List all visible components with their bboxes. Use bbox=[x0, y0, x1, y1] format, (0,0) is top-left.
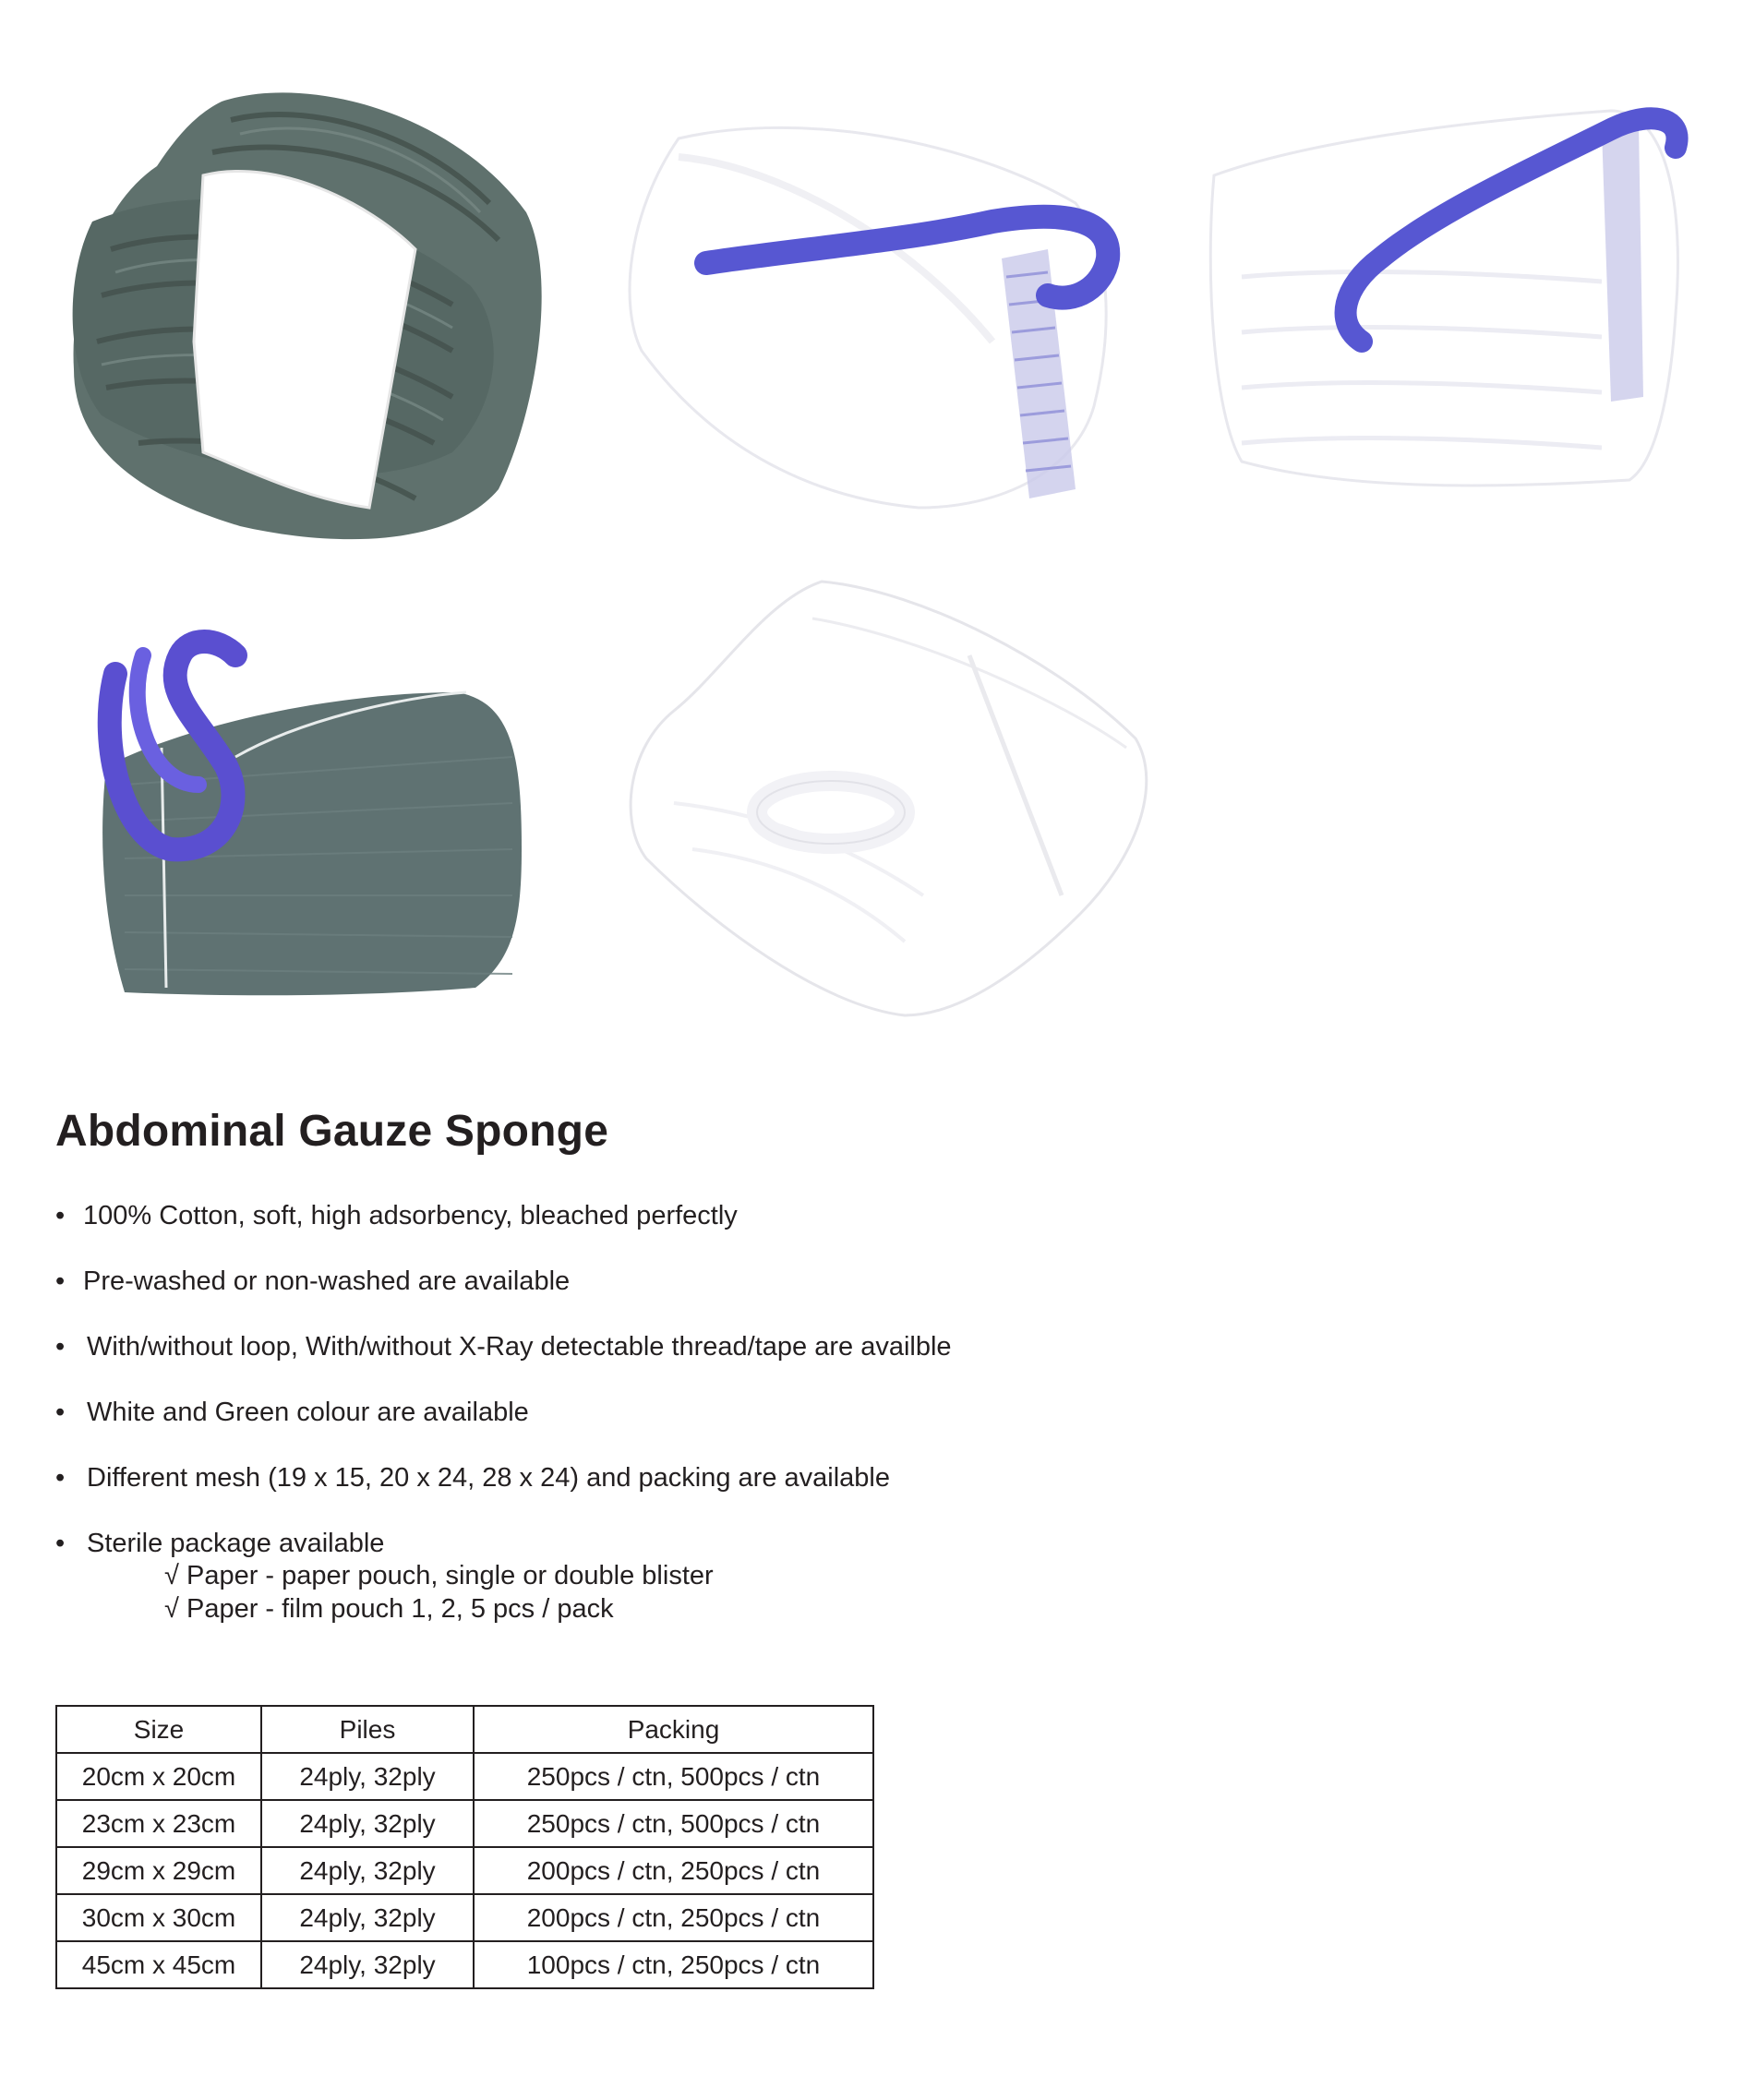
cell-size: 30cm x 30cm bbox=[56, 1894, 261, 1941]
cell-piles: 24ply, 32ply bbox=[261, 1753, 474, 1800]
cell-packing: 100pcs / ctn, 250pcs / ctn bbox=[474, 1941, 873, 1988]
list-item bbox=[55, 1528, 1256, 1559]
table-header-row bbox=[56, 1706, 873, 1753]
list-item bbox=[55, 1331, 1256, 1362]
feature-text: With/without loop, With/without X-Ray detectable thread/tape are availble bbox=[87, 1332, 952, 1362]
bullet: • bbox=[55, 1463, 66, 1493]
bullet: • bbox=[55, 1529, 66, 1558]
list-item bbox=[55, 1462, 1256, 1494]
feature-text: Pre-washed or non-washed are available bbox=[83, 1266, 571, 1296]
column-header-size: Size bbox=[56, 1706, 261, 1753]
feature-text: Sterile package available bbox=[87, 1529, 385, 1558]
cell-piles: 24ply, 32ply bbox=[261, 1800, 474, 1847]
bullet: • bbox=[55, 1398, 66, 1427]
cell-size: 23cm x 23cm bbox=[56, 1800, 261, 1847]
table-row bbox=[56, 1753, 873, 1800]
sterile-option: √ Paper - paper pouch, single or double blister bbox=[164, 1561, 714, 1590]
feature-list bbox=[55, 1200, 1256, 1626]
cell-piles: 24ply, 32ply bbox=[261, 1847, 474, 1894]
feature-text: White and Green colour are available bbox=[87, 1398, 529, 1427]
white-gauze-blue-loop-image bbox=[614, 102, 1131, 517]
table-row bbox=[56, 1894, 873, 1941]
cell-packing: 200pcs / ctn, 250pcs / ctn bbox=[474, 1894, 873, 1941]
cell-packing: 250pcs / ctn, 500pcs / ctn bbox=[474, 1753, 873, 1800]
cell-packing: 250pcs / ctn, 500pcs / ctn bbox=[474, 1800, 873, 1847]
green-gauze-blue-loop-image bbox=[88, 618, 540, 1006]
table-row bbox=[56, 1847, 873, 1894]
column-header-piles: Piles bbox=[261, 1706, 474, 1753]
table-row bbox=[56, 1800, 873, 1847]
white-gauze-flat-blue-loop-image bbox=[1205, 92, 1703, 498]
feature-text: Different mesh (19 x 15, 20 x 24, 28 x 24) and packing are available bbox=[87, 1463, 890, 1493]
cell-packing: 200pcs / ctn, 250pcs / ctn bbox=[474, 1847, 873, 1894]
white-gauze-white-loop-image bbox=[619, 563, 1172, 1025]
cell-size: 20cm x 20cm bbox=[56, 1753, 261, 1800]
list-item bbox=[55, 1200, 1256, 1231]
bullet: • bbox=[55, 1332, 66, 1362]
cell-size: 29cm x 29cm bbox=[56, 1847, 261, 1894]
cell-size: 45cm x 45cm bbox=[56, 1941, 261, 1988]
table-row bbox=[56, 1941, 873, 1988]
list-item bbox=[55, 1397, 1256, 1428]
bullet: • bbox=[55, 1201, 66, 1230]
cell-piles: 24ply, 32ply bbox=[261, 1894, 474, 1941]
spec-table bbox=[55, 1705, 874, 1989]
column-header-packing: Packing bbox=[474, 1706, 873, 1753]
green-gauze-bundle-image bbox=[65, 65, 563, 554]
page-title: Abdominal Gauze Sponge bbox=[55, 1107, 609, 1156]
sterile-option: √ Paper - film pouch 1, 2, 5 pcs / pack bbox=[164, 1594, 614, 1624]
feature-text: 100% Cotton, soft, high adsorbency, bleached perfectly bbox=[83, 1201, 738, 1230]
bullet: • bbox=[55, 1266, 66, 1296]
list-item bbox=[55, 1266, 1256, 1297]
cell-piles: 24ply, 32ply bbox=[261, 1941, 474, 1988]
